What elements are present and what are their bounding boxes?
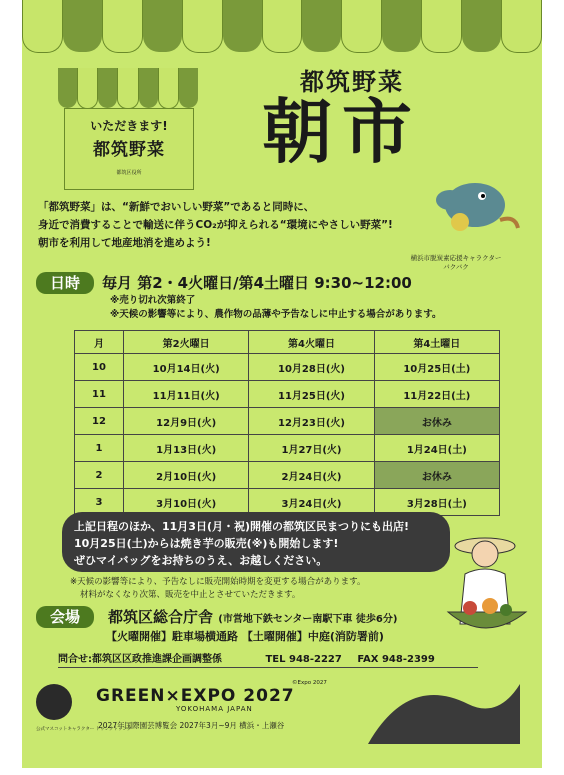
schedule-date-line: 毎月 第2・4火曜日/第4土曜日 9:30~12:00 bbox=[102, 274, 412, 292]
decorative-wave-icon bbox=[368, 664, 520, 744]
table-cell: 11月25日(火) bbox=[249, 381, 374, 408]
announcement-callout: 上記日程のほか、11月3日(月・祝)開催の都筑区民まつりにも出店! 10月25日(土)からは焼き芋の販売(※)も開始します! ぜひマイバッグをお持ちのうえ、お越しください。 bbox=[62, 512, 450, 572]
sub-title: 都筑野菜 bbox=[300, 68, 404, 96]
table-header-cell: 第2火曜日 bbox=[124, 331, 249, 354]
table-cell: 12月23日(火) bbox=[249, 408, 374, 435]
venue-label: 会場 bbox=[36, 606, 94, 628]
table-cell: 10月28日(火) bbox=[249, 354, 374, 381]
table-row bbox=[75, 462, 500, 489]
sales-notes: ※天候の影響等により、予告なしに販売開始時期を変更する場合があります。 材料がなくなり次第、販売を中止とさせていただきます。 bbox=[70, 577, 366, 600]
stall-greeting: いただきます! bbox=[90, 119, 168, 133]
table-header-cell: 月 bbox=[75, 331, 124, 354]
mascot-caption: 横浜市脱炭素応援キャラクター バクバク bbox=[410, 254, 502, 271]
expo-location: YOKOHAMA JAPAN bbox=[176, 705, 253, 713]
venue-name: 都筑区総合庁舎 (市営地下鉄センター南駅下車 徒歩6分) bbox=[108, 608, 398, 626]
table-header-row bbox=[75, 331, 500, 354]
table-row bbox=[75, 381, 500, 408]
intro-text bbox=[38, 198, 418, 252]
venue-access: (市営地下鉄センター南駅下車 徒歩6分) bbox=[218, 614, 398, 625]
intro-line: 身近で消費することで輸送に伴うCO₂が抑えられる“環境にやさしい野菜”! bbox=[38, 219, 393, 231]
table-cell: 1月13日(火) bbox=[124, 435, 249, 462]
table-cell: 12月9日(火) bbox=[124, 408, 249, 435]
table-header-cell: 第4火曜日 bbox=[249, 331, 374, 354]
page-title: 朝市 bbox=[262, 91, 422, 173]
table-cell: 3月24日(火) bbox=[249, 489, 374, 516]
stall-org: 都筑区役所 bbox=[116, 170, 142, 176]
expo-copyright: ©Expo 2027 bbox=[292, 680, 327, 686]
table-cell: 10月25日(土) bbox=[374, 354, 499, 381]
table-row bbox=[75, 408, 500, 435]
contact-tel: TEL 948-2227 bbox=[265, 654, 342, 665]
table-cell: 3月10日(火) bbox=[124, 489, 249, 516]
top-awning bbox=[22, 0, 542, 52]
schedule-notes: ※売り切れ次第終了 ※天候の影響等により、農作物の品薄や予告なしに中止する場合があります。 bbox=[110, 295, 442, 320]
table-cell: 2 bbox=[75, 462, 124, 489]
farmer-illustration-icon bbox=[440, 524, 530, 654]
expo-date: 2027年国際園芸博覧会 2027年3月~9月 横浜・上瀬谷 bbox=[98, 721, 285, 730]
table-cell: 10月14日(火) bbox=[124, 354, 249, 381]
table-cell: 11月11日(火) bbox=[124, 381, 249, 408]
contact-org: 問合せ:都筑区区政推進課企画調整係 bbox=[58, 654, 222, 665]
contact-fax: FAX 948-2399 bbox=[357, 654, 435, 665]
table-cell: 1月24日(土) bbox=[374, 435, 499, 462]
intro-line: 朝市を利用して地産地消を進めよう! bbox=[38, 237, 211, 249]
table-cell: 11月22日(土) bbox=[374, 381, 499, 408]
table-row bbox=[75, 435, 500, 462]
table-cell-closed: お休み bbox=[374, 462, 499, 489]
table-cell: 1月27日(火) bbox=[249, 435, 374, 462]
table-cell: 3 bbox=[75, 489, 124, 516]
table-row bbox=[75, 354, 500, 381]
table-cell: 10 bbox=[75, 354, 124, 381]
expo-logo-text: GREEN×EXPO 2027 bbox=[96, 686, 295, 706]
table-cell: 1 bbox=[75, 435, 124, 462]
stall-sign: 都筑野菜 bbox=[93, 140, 165, 160]
table-cell: 2月24日(火) bbox=[249, 462, 374, 489]
schedule-label: 日時 bbox=[36, 272, 94, 294]
expo-mascot-icon bbox=[36, 684, 72, 720]
table-cell: 2月10日(火) bbox=[124, 462, 249, 489]
table-cell: 3月28日(土) bbox=[374, 489, 499, 516]
expo-mascot-caption: 公式マスコットキャラクター トゥンクトゥンク bbox=[36, 727, 132, 732]
tapir-mascot-icon bbox=[420, 160, 520, 240]
table-cell: 12 bbox=[75, 408, 124, 435]
table-header-cell: 第4土曜日 bbox=[374, 331, 499, 354]
schedule-table bbox=[74, 330, 500, 516]
table-cell: 11 bbox=[75, 381, 124, 408]
venue-locations: 【火曜開催】駐車場横通路 【土曜開催】中庭(消防署前) bbox=[106, 630, 384, 643]
intro-line: 「都筑野菜」は、“新鮮でおいしい野菜”であると同時に、 bbox=[38, 201, 315, 213]
table-cell-closed: お休み bbox=[374, 408, 499, 435]
market-stall-illustration bbox=[58, 68, 198, 188]
